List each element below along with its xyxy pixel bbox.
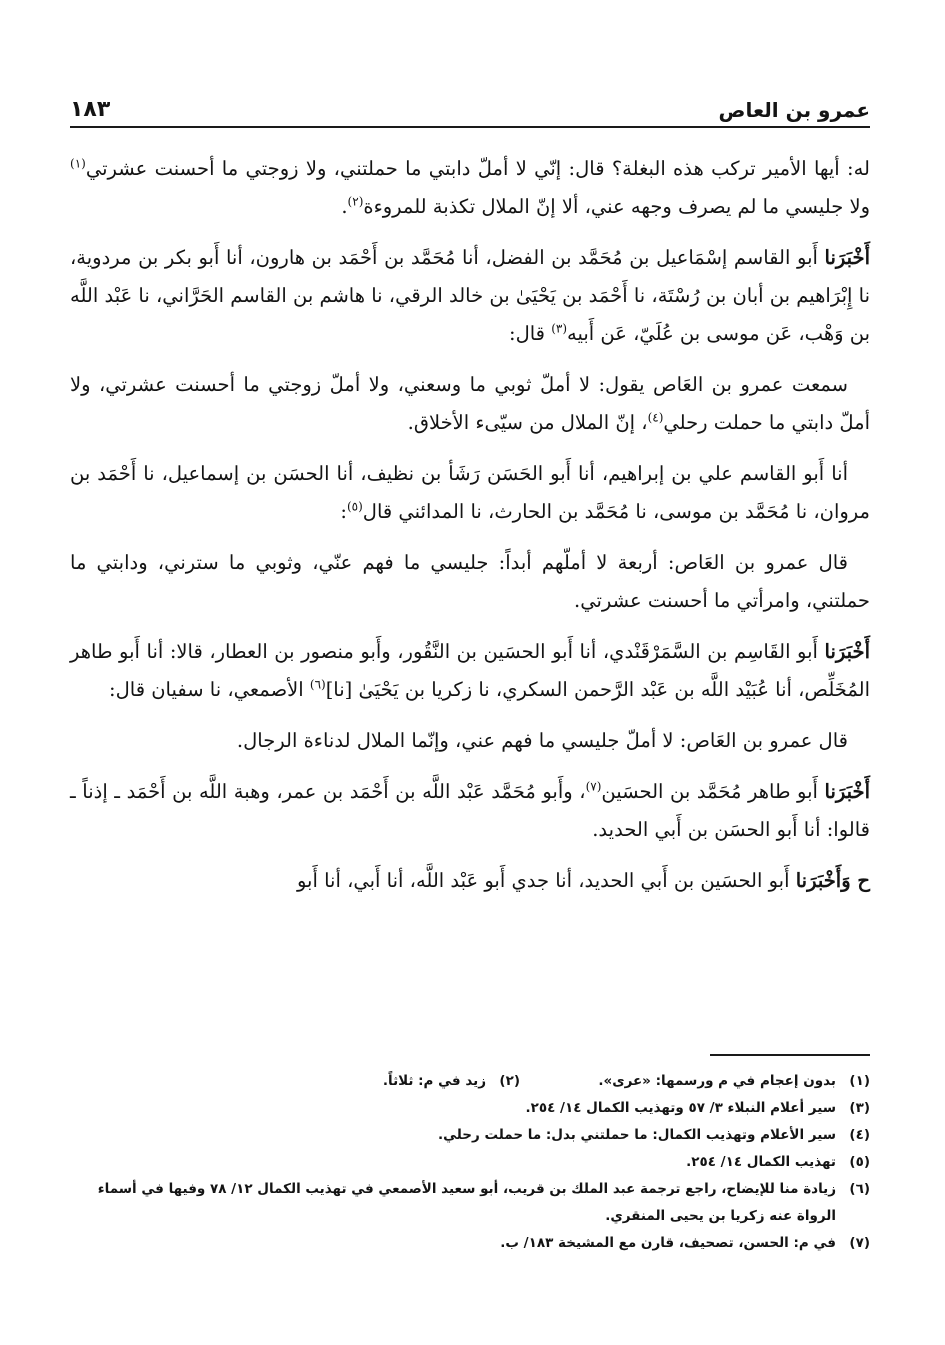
footnote-7: [70, 1230, 870, 1257]
paragraph-text: قال عمرو بن العَاص: أربعة لا أملّهم أبداً: جليسي ما فهم عنّي، وثوبي ما سترني، ودابتي ما حملتني، وامرأتي ما أحسنت عشرتي.: [70, 551, 870, 612]
footnotes: [70, 1054, 870, 1257]
footnote-number: (٥): [849, 1154, 870, 1170]
chapter-title: عمرو بن العاص: [718, 98, 870, 122]
footnote-text: زيد في م: ثلاثاً.: [382, 1073, 486, 1089]
isnad-lead: أَخْبَرَنا: [824, 780, 870, 803]
paragraph-text: .: [341, 195, 348, 218]
paragraph-9: [70, 862, 870, 900]
isnad-lead: ح وَأَخْبَرَنا: [795, 869, 870, 892]
footnote-text: سير أعلام النبلاء ٣/ ٥٧ وتهذيب الكمال ١٤/ ٢٥٤.: [525, 1100, 836, 1116]
paragraph-text: له: أيها الأمير تركب هذه البغلة؟ قال: إنّي لا أملّ دابتي ما حملتني، ولا زوجتي ما أحسنت عشرتي: [85, 157, 870, 180]
footnote-number: (٣): [849, 1100, 870, 1116]
paragraph-text: قال:: [509, 322, 552, 345]
body-text: [70, 150, 870, 900]
footnote-ref: (٧): [585, 779, 602, 794]
footnote-divider: [710, 1054, 870, 1056]
footnote-ref: (٣): [551, 321, 568, 336]
paragraph-7: [70, 722, 870, 760]
footnote-text: بدون إعجام في م ورسمها: «عرى».: [598, 1073, 836, 1089]
footnote-number: (٧): [849, 1235, 870, 1251]
footnote-ref: (١): [70, 156, 86, 171]
footnote-5: [70, 1149, 870, 1176]
footnote-number: (٦): [849, 1181, 870, 1197]
paragraph-text: أَبو القَاسِم بن السَّمَرْقَنْدي، أنا أَبو الحسَين بن النَّقُور، وأَبو منصور بن العطار، قالا: أنا أَبو طاهر المُخَلِّص، أنا عُبَيْد اللَّه بن عَبْد الرَّحمن السكري، نا زكريا بن يَحْيَىٰ [نا]: [70, 640, 870, 701]
footnote-text: سير الأعلام وتهذيب الكمال: ما حملتني بدل: ما حملت رحلي.: [437, 1127, 836, 1143]
footnote-text: في م: الحسن، تصحيف، قارن مع المشيخة ١٨٣/ ب.: [500, 1235, 836, 1251]
paragraph-4: [70, 455, 870, 531]
paragraph-text: أَبو الحسَين بن أَبي الحديد، أنا جدي أَبو عَبْد اللَّه، أنا أَبي، أنا أَبو: [296, 869, 796, 892]
paragraph-text: :: [340, 500, 347, 523]
footnote-3: [70, 1095, 870, 1122]
paragraph-text: أَبو طاهر مُحَمَّد بن الحسَين: [601, 780, 825, 803]
paragraph-text: الأصمعي، نا سفيان قال:: [109, 678, 310, 701]
footnote-4: [70, 1122, 870, 1149]
paragraph-text: قال عمرو بن العَاص: لا أملّ جليسي ما فهم عني، وإنّما الملال لدناءة الرجال.: [236, 729, 848, 752]
footnote-2: [170, 1068, 520, 1095]
paragraph-5: [70, 544, 870, 620]
book-page: [70, 88, 870, 1318]
footnote-row: [70, 1068, 870, 1095]
footnote-ref: (٥): [346, 499, 363, 514]
footnote-number: (٤): [849, 1127, 870, 1143]
footnote-text: زيادة منا للإيضاح، راجع ترجمة عبد الملك بن قريب، أبو سعيد الأصمعي في تهذيب الكمال ١٢/ ٧٨ وفيها في أسماء الرواة عنه زكريا بن يحيى المنقري.: [97, 1181, 836, 1224]
footnote-number: (١): [849, 1073, 870, 1089]
footnote-1: [520, 1068, 870, 1095]
paragraph-6: [70, 633, 870, 709]
running-head: [70, 88, 870, 128]
paragraph-text: أنا أَبو القاسم علي بن إبراهيم، أنا أَبو الحَسَن رَشَأ بن نظيف، أنا الحسَن بن إسماعيل، نا أَحْمَد بن مروان، نا مُحَمَّد بن موسى، نا مُحَمَّد بن الحارث، نا المدائني قال: [70, 462, 870, 523]
isnad-lead: أَخْبَرَنا: [824, 246, 870, 269]
paragraph-text: ولا جليسي ما لم يصرف وجهه عني، ألا إنّ الملال تكذبة للمروءة: [363, 195, 870, 218]
isnad-lead: أَخْبَرَنا: [824, 640, 870, 663]
paragraph-text: أَبو القاسم إسْمَاعيل بن مُحَمَّد بن الفضل، أنا مُحَمَّد بن أَحْمَد بن هارون، أنا أَبو بكر بن مردوية، نا إِبْرَاهيم بن أبان بن رُسْتَة، نا أَحْمَد بن يَحْيَىٰ بن خالد الرقي، نا هاشم بن القاسم الحَرَّاني، نا عَبْد اللَّه بن وَهْب، عَن موسى بن عُلَيّ، عَن أَبيه: [70, 246, 870, 345]
footnote-number: (٢): [499, 1073, 520, 1089]
footnote-ref: (٤): [647, 410, 664, 425]
paragraph-text: ، إنّ الملال من سيّىء الأخلاق.: [407, 411, 648, 434]
paragraph-3: [70, 366, 870, 442]
paragraph-2: [70, 239, 870, 353]
paragraph-text: ، وأَبو مُحَمَّد عَبْد اللَّه بن أَحْمَد بن عمر، وهبة اللَّه بن أَحْمَد ـ إذناً ـ قالوا: أنا أَبو الحسَن بن أَبي الحديد.: [70, 780, 870, 841]
footnote-ref: (٢): [347, 194, 364, 209]
page-number: ١٨٣: [70, 97, 111, 122]
footnote-ref: (٦): [309, 677, 326, 692]
paragraph-8: [70, 773, 870, 849]
paragraph-1: [70, 150, 870, 226]
footnote-6: [70, 1176, 870, 1230]
paragraph-text: سمعت عمرو بن العَاص يقول: لا أملّ ثوبي ما وسعني، ولا أملّ زوجتي ما أحسنت عشرتي، ولا أملّ دابتي ما حملت رحلي: [70, 373, 870, 434]
footnote-text: تهذيب الكمال ١٤/ ٢٥٤.: [686, 1154, 836, 1170]
